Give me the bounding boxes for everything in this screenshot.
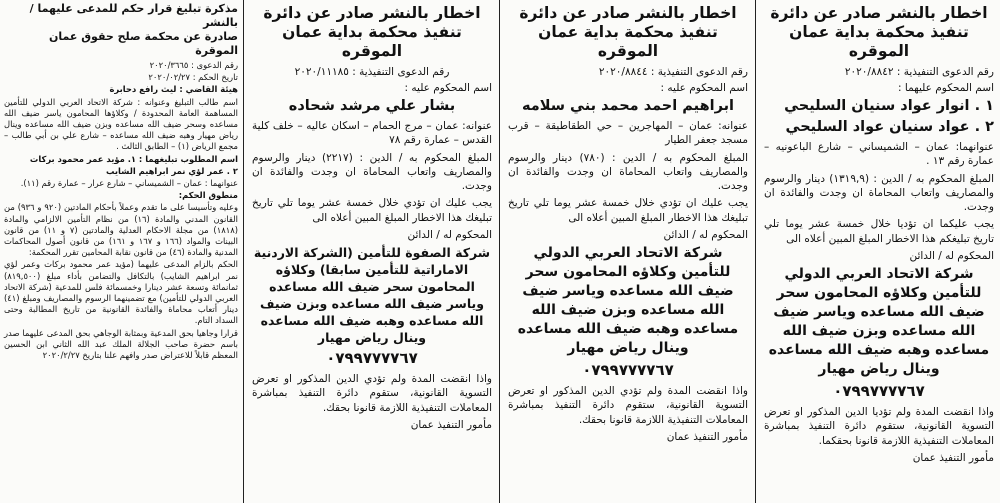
notice-text: يجب عليكما ان تؤديا خلال خمسة عشر يوما تلي تاريخ تبليغكم هذا الاخطار المبلغ المبين أعلاه الى bbox=[764, 218, 994, 245]
ruling-basis: وعليه وتأسيسا على ما تقدم وعملاً بأحكام المادتين (٩٢٠ و ٩٣٦) من القانون المدني والمادة (١٦) من نظام التأمين الالزامي والمادة (١٨١٨) من مجلة الاحكام العدلية والمادتين (٧ و ١١) من قانون البينات والمواد (١٦٦ و ١٦٧ و ١٦١) من قانون أصول المحاكمات المدنية والمادة (٤٦) من قانون نقابة المحامين تقرر المحكمة: bbox=[4, 202, 239, 258]
amount: المبلغ المحكوم به / الدين : (٧٨٠) دينار والرسوم والمصاريف واتعاب المحاماة ان وجدت والفائدة ان وجدت. bbox=[508, 151, 749, 193]
notice-text: يجب عليك ان تؤدي خلال خمسة عشر يوما تلي تاريخ تبليغك هذا الاخطار المبلغ المبين أعلاه الى bbox=[252, 197, 492, 224]
case-number: رقم الدعوى التنفيذية : ٢٠٢٠/٨٨٤٢ bbox=[844, 66, 994, 78]
defendant-label: اسم المحكوم عليه : bbox=[660, 82, 748, 94]
ruling-text: الحكم بالزام المدعى عليهما (مؤيد عمر محمود بركات وعمر لؤي نمر ابراهيم الشايب) بالتكافل والتضامن بأداء مبلغ (٨١٩,٥٠٠) ثمانمائة وتسعة عشر دينارا وخمسمائة فلس للمدعية (شركة الاتحاد العربي الدولي للتأمين) مع تضمينهما الرسوم والمصاريف ومبلغ (٤١) دينار أتعاب محاماة والفائدة القانونية من تاريخ المطالبة وحتى السداد التام. bbox=[4, 259, 238, 326]
column-divider bbox=[499, 0, 500, 503]
notice-title: اخطار بالنشر صادر عن دائرة تنفيذ محكمة بداية عمان الموقره bbox=[263, 4, 481, 60]
court-ruling-column bbox=[0, 0, 242, 503]
defendants-label: اسم المحكوم عليهما : bbox=[898, 82, 994, 94]
case-number: رقم الدعوى التنفيذية : ٢٠٢٠/١١١٨٥ bbox=[294, 66, 450, 78]
column-divider bbox=[755, 0, 756, 503]
notice-title: اخطار بالنشر صادر عن دائرة تنفيذ محكمة بداية عمان الموقره bbox=[770, 4, 988, 60]
defendant-name: ٢ . عواد سنيان عواد السليحي bbox=[785, 119, 994, 135]
address: عنوانهما: عمان – الشميساني – شارع الباعونيه – عمارة رقم ١٣ . bbox=[764, 141, 994, 168]
closing-text: واذا انقضت المدة ولم تؤديا الدين المذكور او تعرض التسوية القانونية، ستقوم دائرة التنفيذ بمباشرة المعاملات التنفيذية اللازمة قانونا بحقكما. bbox=[764, 406, 994, 447]
ruling-closing: قرارا وجاهيا بحق المدعية وبمثابة الوجاهي بحق المدعى عليهما صدر باسم حضرة صاحب الجلالة الملك عبد الله الثاني ابن الحسين المعظم قابلاً للاعتراض صدر وافهم علنا بتاريخ ٢٠٢٠/٢/٢٧ bbox=[4, 327, 238, 361]
notice-title: اخطار بالنشر صادر عن دائرة تنفيذ محكمة بداية عمان الموقره bbox=[519, 4, 737, 60]
case-number: رقم الدعوى التنفيذية : ٢٠٢٠/٨٨٤٤ bbox=[598, 66, 748, 78]
signature: مأمور التنفيذ عمان bbox=[666, 430, 748, 443]
amount: المبلغ المحكوم به / الدين : (١٣١٩,٩) دينار والرسوم والمصاريف واتعاب المحاماة ان وجدت والفائدة ان وجدت. bbox=[764, 172, 995, 214]
address: عنوانه: عمان – مرج الحمام – اسكان عاليه – خلف كلية القدس – عمارة رقم ٧٨ bbox=[252, 120, 492, 147]
signature: مأمور التنفيذ عمان bbox=[410, 418, 492, 431]
closing-text: واذا انقضت المدة ولم تؤدي الدين المذكور او تعرض التسوية القانونية، ستقوم دائرة التنفيذ بمباشرة المعاملات التنفيذية اللازمة قانونا بحقك. bbox=[508, 385, 748, 426]
address: عنوانه: عمان – المهاجرين – حي الطقاطيقة – قرب مسجد جعفر الطيار bbox=[508, 120, 748, 147]
closing-text: واذا انقضت المدة ولم تؤدي الدين المذكور او تعرض التسوية القانونية، ستقوم دائرة التنفيذ بمباشرة المعاملات التنفيذية اللازمة قانونا بحقك. bbox=[252, 373, 492, 414]
requester: اسم طالب التبليغ وعنوانه : شركة الاتحاد العربي الدولي للتأمين المساهمة العامة المحدودة / وكلاؤها المحامون ياسر ضيف الله مساعده وسحر ضيف الله مساعده وبزن ضيف الله مساعده وينال رياض مهيار وهبه ضيف الله مساعده – شارع علي بن أبي طالب – مجمع الرياض (١) – الطابق الثالث . bbox=[4, 96, 238, 152]
case-number: رقم الدعوى : ٢٠٢٠/٣٦٦٥ bbox=[149, 60, 238, 70]
creditor-name: شركة الصفوة للتأمين (الشركة الاردنية الاماراتية للتأمين سابقا) وكلاؤه المحامون سحر ضيف الله مساعده وياسر ضيف الله مساعده وبزن ضيف الله مساعده وهبه ضيف الله مساعده وينال رياض مهيار bbox=[253, 245, 491, 346]
creditor-label: المحكوم له / الدائن bbox=[663, 229, 748, 242]
defendant-name: ابراهيم احمد محمد بني سلامه bbox=[521, 98, 735, 114]
defendant-2: ٢ . عمر لؤي نمر ابراهيم الشايب bbox=[106, 165, 238, 176]
defendant-name: ١ . انوار عواد سنيان السليحي bbox=[784, 98, 994, 114]
amount: المبلغ المحكوم به / الدين : (٢٢١٧) دينار والرسوم والمصاريف واتعاب المحاماة ان وجدت والفائدة ان وجدت. bbox=[252, 151, 492, 193]
creditor-label: المحكوم له / الدائن bbox=[909, 250, 994, 263]
signature: مأمور التنفيذ عمان bbox=[912, 451, 994, 464]
defendant-name: بشار علي مرشد شحاده bbox=[288, 98, 456, 114]
phone-number: ٠٧٩٩٧٧٧٧٦٧ bbox=[582, 361, 674, 380]
creditor-name: شركة الاتحاد العربي الدولي للتأمين وكلاؤه المحامون سحر ضيف الله مساعده وياسر ضيف الله مساعده وبزن ضيف الله مساعده وهبه ضيف الله مساعده وينال رياض مهيار bbox=[768, 266, 990, 378]
address: عنوانهما : عمان – الشميساني – شارع عرار – عمارة رقم (١١). bbox=[20, 178, 238, 189]
creditor-label: المحكوم له / الدائن bbox=[407, 229, 492, 242]
notice-text: يجب عليك ان تؤدي خلال خمسة عشر يوما تلي تاريخ تبليغك هذا الاخطار المبلغ المبين أعلاه الى bbox=[508, 197, 748, 224]
notice-column-3 bbox=[246, 0, 498, 503]
defendant-1: اسم المطلوب تبليغهما : ١. مؤيد عمر محمود بركات bbox=[29, 153, 238, 164]
ruling-date: تاريخ الحكم : ٢٠٢٠/٠٢/٢٧ bbox=[148, 72, 238, 83]
creditor-name: شركة الاتحاد العربي الدولي للتأمين وكلاؤه المحامون سحر ضيف الله مساعده وياسر ضيف الله مساعده وبزن ضيف الله مساعده وهبه ضيف الله مساعده وينال رياض مهيار bbox=[517, 245, 739, 357]
phone-number: ٠٧٩٩٧٧٧٧٦٧ bbox=[326, 349, 418, 368]
notice-column-2 bbox=[502, 0, 754, 503]
notice-column-1 bbox=[758, 0, 1000, 503]
defendant-label: اسم المحكوم عليه : bbox=[404, 82, 492, 94]
ruling-title: مذكرة تبليغ قرار حكم للمدعى عليهما / بالنشر صادرة عن محكمة صلح حقوق عمان الموقرة bbox=[29, 2, 238, 57]
column-divider bbox=[243, 0, 244, 503]
judge: هيئة القاضي : ليث رافع دحابرة bbox=[109, 84, 238, 95]
phone-number: ٠٧٩٩٧٧٧٧٦٧ bbox=[833, 382, 925, 401]
ruling-heading: منطوق الحكم: bbox=[178, 190, 238, 201]
